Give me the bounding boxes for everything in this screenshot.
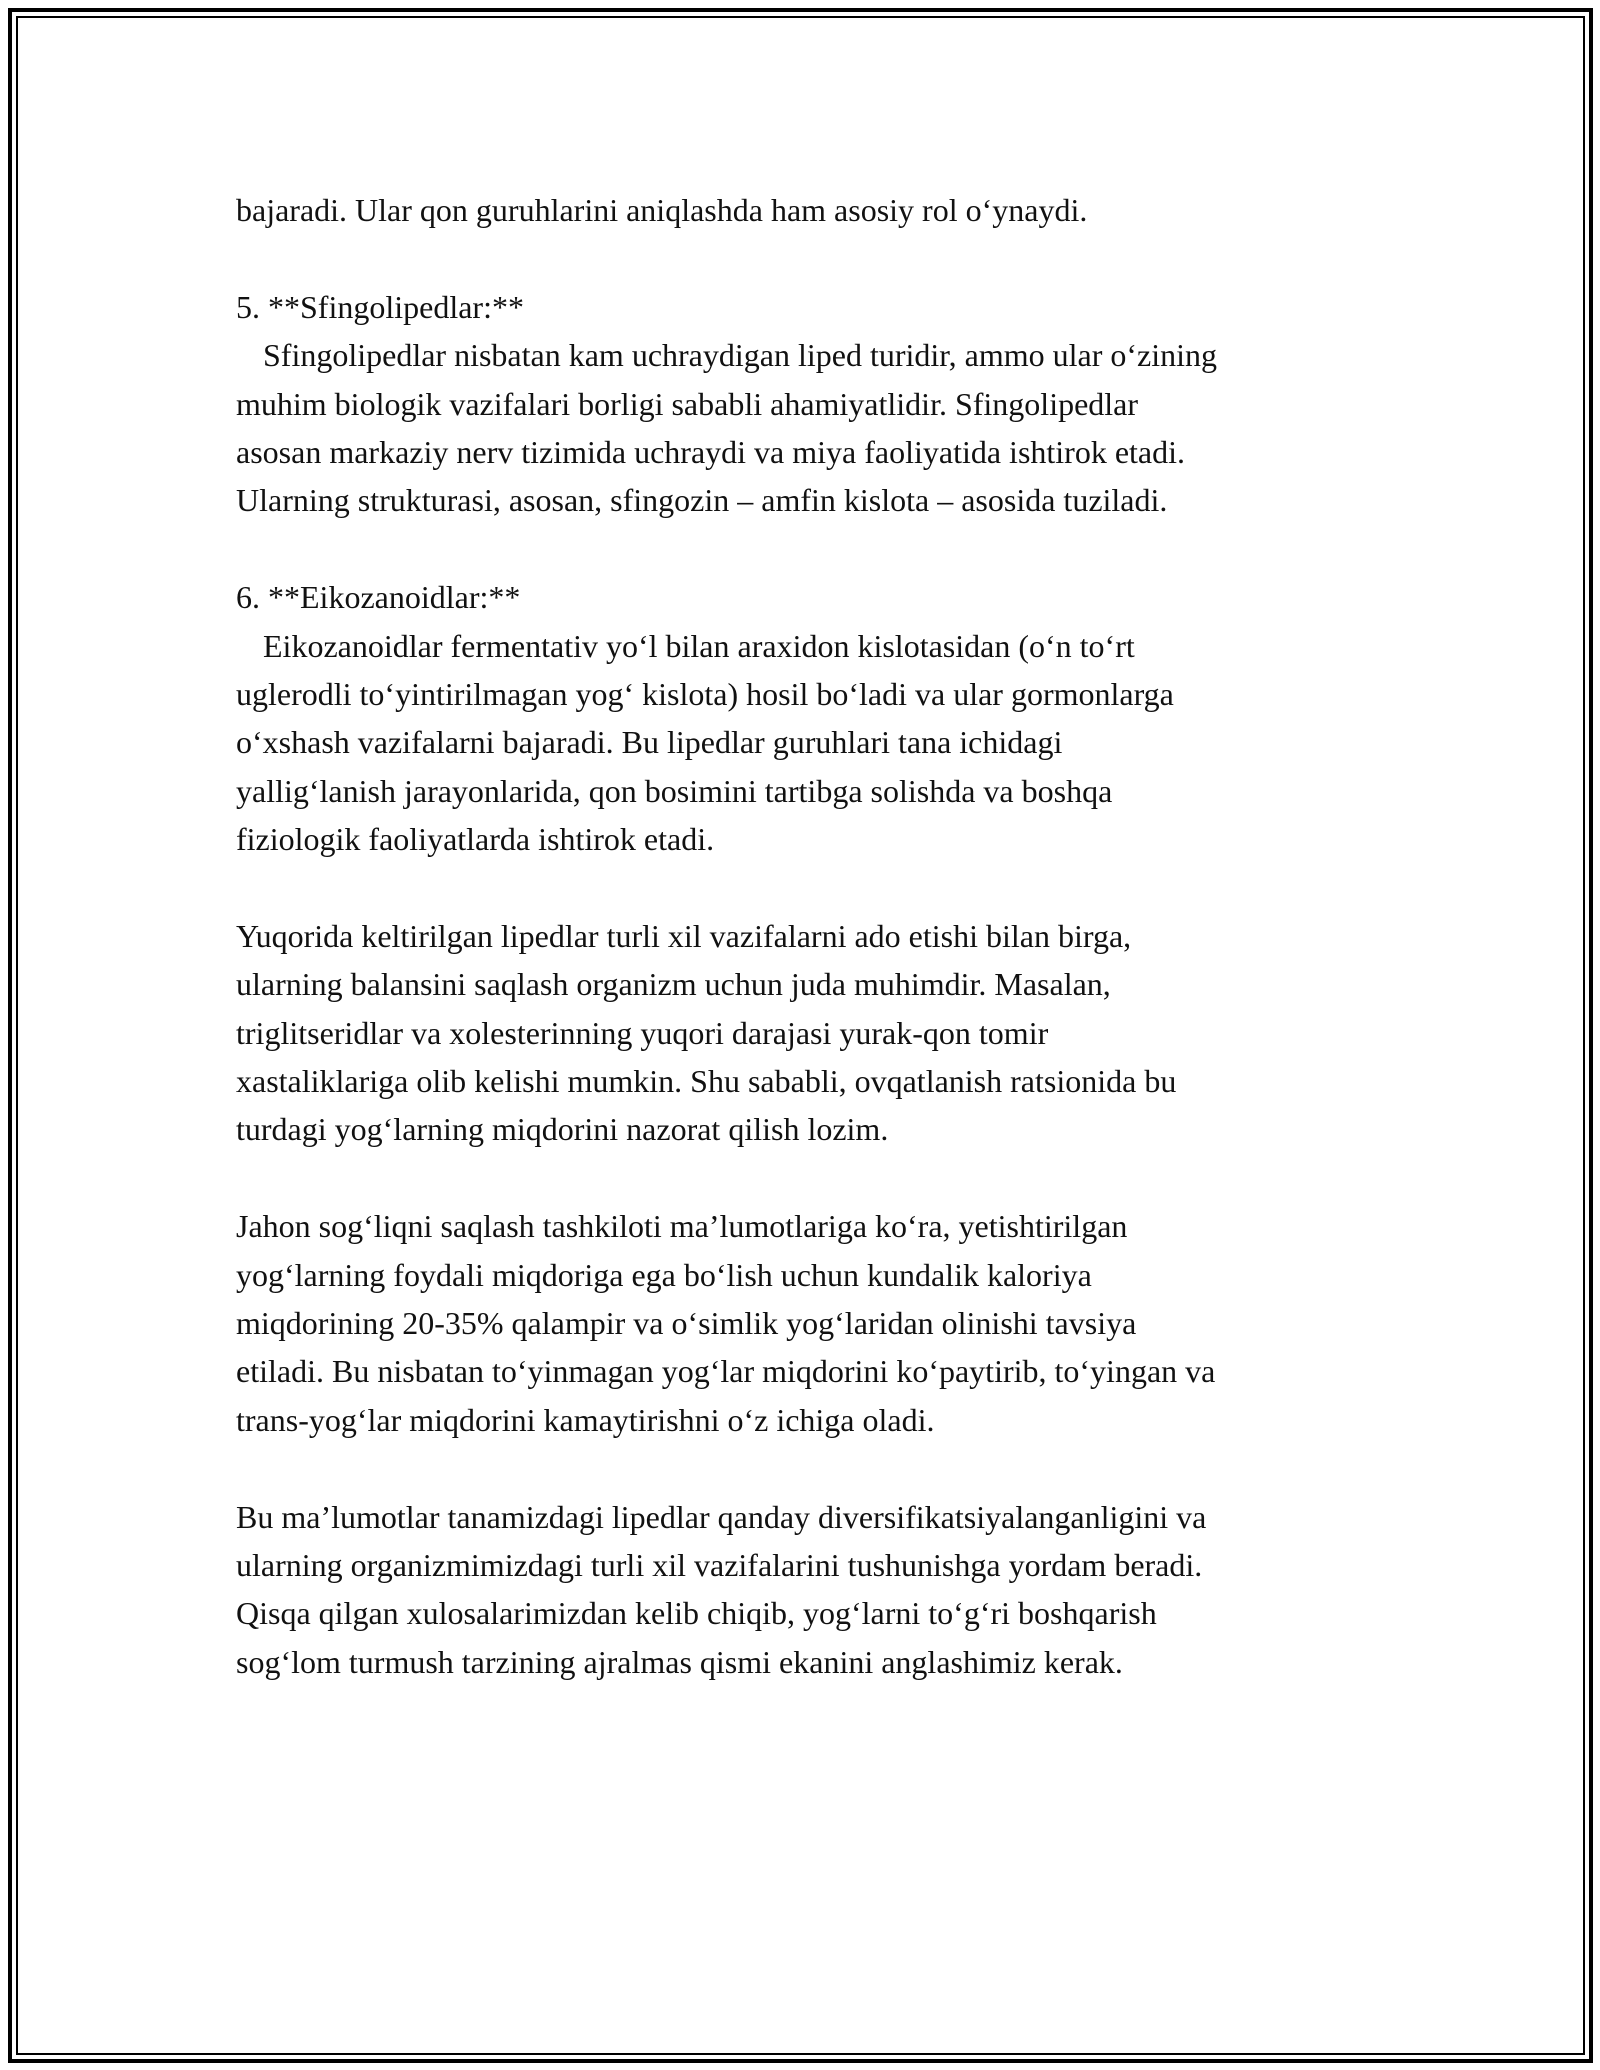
text-line: ularning balansini saqlash organizm uchun juda muhimdir. Masalan, <box>236 966 1111 1003</box>
text-line: o‘xshash vazifalarni bajaradi. Bu lipedlar guruhlari tana ichidagi <box>236 724 1063 761</box>
text-line: ularning organizmimizdagi turli xil vazifalarini tushunishga yordam beradi. <box>236 1546 1203 1583</box>
text-line: Yuqorida keltirilgan lipedlar turli xil vazifalarni ado etishi bilan birga, <box>236 917 1132 954</box>
text-line: etiladi. Bu nisbatan to‘yinmagan yog‘lar miqdorini ko‘paytirib, to‘yingan va <box>236 1353 1216 1390</box>
text-line: triglitseridlar va xolesterinning yuqori darajasi yurak-qon tomir <box>236 1014 1049 1051</box>
text-line: muhim biologik vazifalari borligi sababli ahamiyatlidir. Sfingolipedlar <box>236 385 1139 422</box>
text-line: fiziologik faoliyatlarda ishtirok etadi. <box>236 821 715 858</box>
text-line: miqdorining 20-35% qalampir va o‘simlik yog‘laridan olinishi tavsiya <box>236 1304 1137 1341</box>
blank-line <box>236 863 1366 911</box>
text-line: trans-yog‘lar miqdorini kamaytirishni o‘z ichiga oladi. <box>236 1401 935 1438</box>
text-line: sog‘lom turmush tarzining ajralmas qismi ekanini anglashimiz kerak. <box>236 1643 1123 1680</box>
text-line: uglerodli to‘yintirilmagan yog‘ kislota) hosil bo‘ladi va ular gormonlarga <box>236 675 1174 712</box>
blank-line <box>236 1154 1366 1202</box>
document-body <box>236 186 1366 1686</box>
text-line: turdagi yog‘larning miqdorini nazorat qilish lozim. <box>236 1111 889 1148</box>
blank-line <box>236 1444 1366 1492</box>
text-line: Jahon sog‘liqni saqlash tashkiloti ma’lumotlariga ko‘ra, yetishtirilgan <box>236 1208 1128 1245</box>
text-line: asosan markaziy nerv tizimida uchraydi va miya faoliyatida ishtirok etadi. <box>236 433 1186 470</box>
text-line: bajaradi. Ular qon guruhlarini aniqlashda ham asosiy rol o‘ynaydi. <box>236 192 1088 228</box>
text-line: yog‘larning foydali miqdoriga ega bo‘lish uchun kundalik kaloriya <box>236 1256 1092 1293</box>
text-line: Ularning strukturasi, asosan, sfingozin – amfin kislota – asosida tuziladi. <box>236 482 1168 519</box>
section-heading-eikozanoidlar: 6. **Eikozanoidlar:** <box>236 579 521 616</box>
text-line: yallig‘lanish jarayonlarida, qon bosimini tartibga solishda va boshqa <box>236 772 1113 809</box>
text-line: Sfingolipedlar nisbatan kam uchraydigan liped turidir, ammo ular o‘zining <box>263 337 1218 374</box>
text-line: Bu ma’lumotlar tanamizdagi lipedlar qanday diversifikatsiyalanganligini va <box>236 1498 1207 1535</box>
blank-line <box>236 234 1366 282</box>
text-line: Eikozanoidlar fermentativ yo‘l bilan araxidon kislotasidan (o‘n to‘rt <box>263 627 1135 664</box>
text-line: xastaliklariga olib kelishi mumkin. Shu sababli, ovqatlanish ratsionida bu <box>236 1063 1177 1100</box>
blank-line <box>236 525 1366 573</box>
section-heading-sfingolipedlar: 5. **Sfingolipedlar:** <box>236 288 524 325</box>
text-line: Qisqa qilgan xulosalarimizdan kelib chiqib, yog‘larni to‘g‘ri boshqarish <box>236 1595 1157 1632</box>
